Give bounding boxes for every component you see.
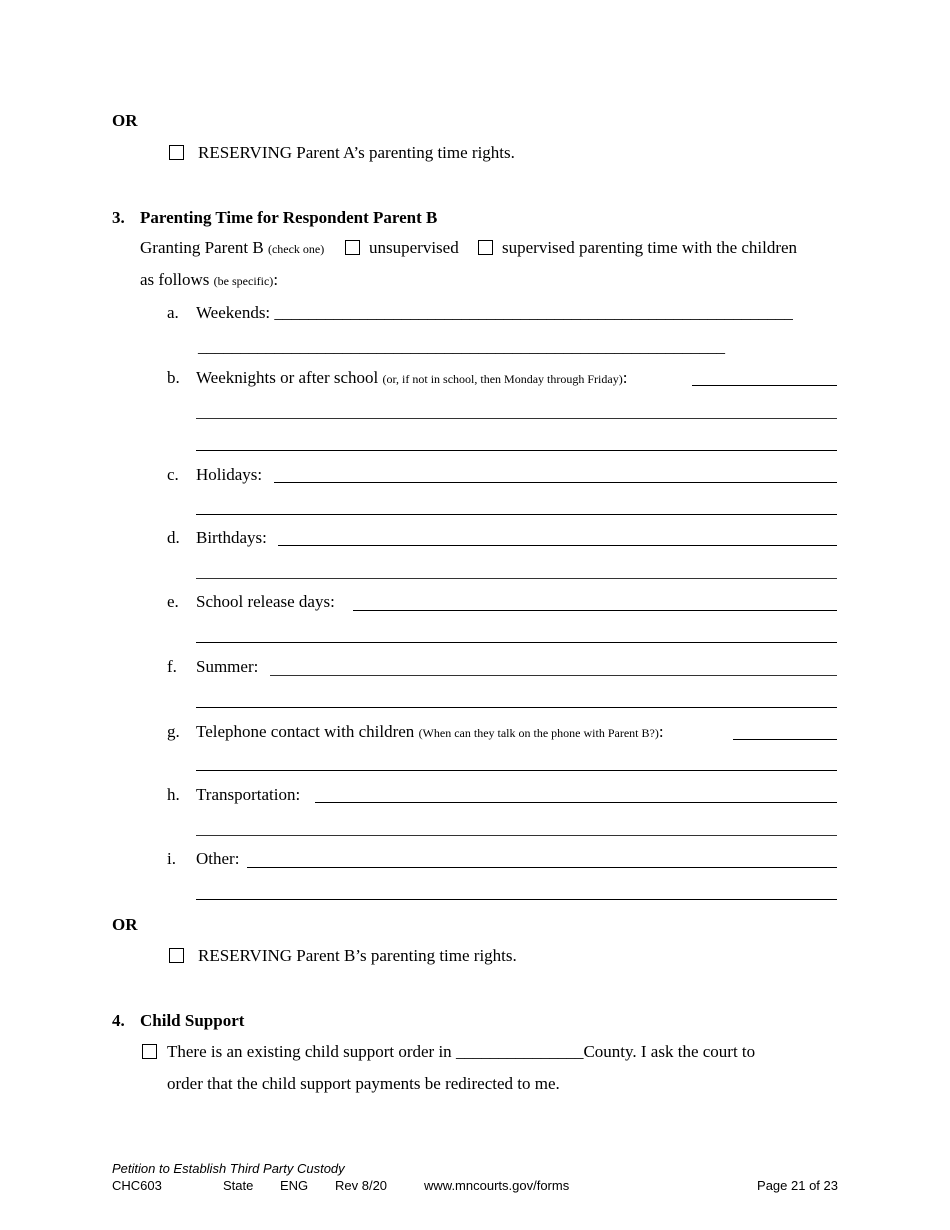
weeknights-note: (or, if not in school, then Monday through Friday) (382, 372, 623, 386)
summer-line-1[interactable] (270, 675, 837, 676)
item-d-letter: d. (167, 528, 180, 547)
child-support-line-1 (167, 1042, 825, 1062)
weeknights-line-2[interactable] (196, 418, 837, 419)
unsupervised-checkbox[interactable] (345, 240, 360, 255)
item-f-letter: f. (167, 657, 177, 676)
school-release-line-1[interactable] (353, 610, 837, 611)
footer-jurisdiction: State (223, 1178, 254, 1193)
reserve-parent-a-checkbox[interactable] (169, 145, 184, 160)
item-i-letter: i. (167, 849, 176, 868)
transportation-line-2[interactable] (196, 835, 837, 836)
telephone-label: Telephone contact with children (196, 722, 415, 741)
reserve-parent-b-checkbox[interactable] (169, 948, 184, 963)
section-4-number: 4. (112, 1011, 125, 1030)
section-3-title: Parenting Time for Respondent Parent B (140, 208, 438, 227)
child-support-suffix: County. I ask the court to (583, 1042, 756, 1061)
footer-revision: Rev 8/20 (335, 1178, 388, 1193)
transportation-line-1[interactable] (315, 802, 837, 803)
supervised-checkbox[interactable] (478, 240, 493, 255)
or-label: OR (112, 111, 138, 130)
other-line-2[interactable] (196, 899, 837, 900)
footer-form-title: Petition to Establish Third Party Custody (112, 1161, 345, 1176)
school-release-line-2[interactable] (196, 642, 837, 643)
item-e-letter: e. (167, 592, 179, 611)
child-support-prefix: There is an existing child support order in (167, 1042, 456, 1061)
birthdays-line-2[interactable] (196, 578, 837, 579)
holidays-label: Holidays: (196, 465, 263, 484)
granting-prefix: Granting Parent B (140, 238, 264, 257)
as-follows-colon: : (273, 270, 279, 289)
school-release-label: School release days: (196, 592, 335, 611)
weekends-label: Weekends: (196, 303, 275, 322)
weekends-blank-1: _____________________________________________________________ (274, 303, 793, 322)
supervised-label: supervised parenting time with the children (502, 238, 798, 257)
telephone-note: (When can they talk on the phone with Parent B?) (418, 726, 659, 740)
telephone-line-2[interactable] (196, 770, 837, 771)
be-specific-note: (be specific) (213, 274, 274, 288)
weeknights-colon: : (622, 368, 628, 387)
summer-label: Summer: (196, 657, 259, 676)
weekends-blank-2: ______________________________________________________________ (198, 337, 725, 356)
check-one-note: (check one) (267, 242, 325, 256)
weeknights-line-1[interactable] (692, 385, 837, 386)
county-blank[interactable]: _______________ (455, 1042, 584, 1061)
section-4-title: Child Support (140, 1011, 245, 1030)
as-follows-text: as follows (140, 270, 210, 289)
birthdays-label: Birthdays: (196, 528, 267, 547)
unsupervised-label: unsupervised (369, 238, 459, 257)
telephone-line-1[interactable] (733, 739, 837, 740)
granting-line (140, 238, 324, 258)
transportation-label: Transportation: (196, 785, 301, 804)
summer-line-2[interactable] (196, 707, 837, 708)
birthdays-line-1[interactable] (278, 545, 837, 546)
child-support-checkbox[interactable] (142, 1044, 157, 1059)
footer-language: ENG (280, 1178, 309, 1193)
weeknights-label: Weeknights or after school (196, 368, 379, 387)
item-b-letter: b. (167, 368, 180, 387)
section-3-number: 3. (112, 208, 125, 227)
item-g-text (196, 722, 664, 742)
other-line-1[interactable] (247, 867, 837, 868)
or-label: OR (112, 915, 138, 934)
item-a-letter: a. (167, 303, 179, 322)
weekends-input-2[interactable] (198, 339, 836, 359)
other-label: Other: (196, 849, 240, 868)
item-c-letter: c. (167, 465, 179, 484)
item-g-letter: g. (167, 722, 180, 741)
footer-url[interactable]: www.mncourts.gov/forms (424, 1178, 570, 1193)
as-follows-line (140, 270, 278, 290)
reserve-parent-b-label: RESERVING Parent B’s parenting time rights. (198, 946, 517, 965)
holidays-line-1[interactable] (274, 482, 837, 483)
footer-form-code: CHC603 (112, 1178, 162, 1193)
reserve-parent-a-label: RESERVING Parent A’s parenting time rights. (198, 143, 515, 162)
item-b-text (196, 368, 627, 388)
footer-page-number: Page 21 of 23 (757, 1178, 838, 1193)
telephone-colon: : (658, 722, 664, 741)
item-h-letter: h. (167, 785, 180, 804)
child-support-line-2: order that the child support payments be redirected to me. (167, 1074, 560, 1093)
weekends-input-1[interactable] (286, 305, 836, 325)
weeknights-line-3[interactable] (196, 450, 837, 451)
holidays-line-2[interactable] (196, 514, 837, 515)
